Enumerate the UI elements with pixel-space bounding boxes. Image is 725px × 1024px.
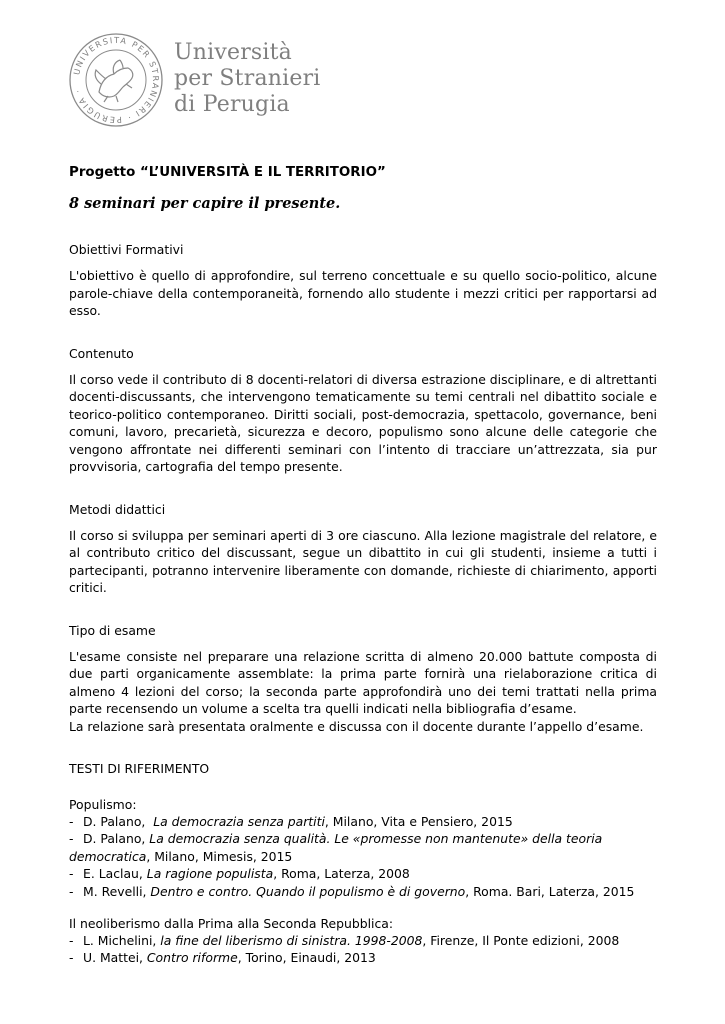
logo-line: per Stranieri bbox=[174, 66, 321, 91]
reference-item: - D. Palano, La democrazia senza partiti, Milano, Vita e Pensiero, 2015 bbox=[69, 814, 513, 829]
reference-list bbox=[69, 932, 657, 967]
reference-item: - U. Mattei, Contro riforme, Torino, Einaudi, 2013 bbox=[69, 950, 376, 966]
reference-group-title: Il neoliberismo dalla Prima alla Seconda Repubblica: bbox=[69, 916, 394, 932]
university-name bbox=[174, 40, 321, 118]
section-paragraph: La relazione sarà presentata oralmente e discussa con il docente durante l’appello d’esame. bbox=[69, 718, 644, 734]
section-paragraph: Il corso vede il contributo di 8 docenti-relatori di diversa estrazione disciplinare, e di altrettanti docenti-discussants, che intervengono tematicamente su temi centrali nel dibattito sociale e teorico-politico contemporaneo. Diritti sociali, post-democrazia, spettacolo, governance, beni comuni, lavoro, precarietà, sicurezza e decoro, populismo sono alcune delle categorie che vengono affrontate nei differenti seminari con l’intento di tracciare un’attrezzata, sia pur provvisoria, cartografia del tempo presente. bbox=[69, 371, 657, 474]
section-heading-obiettivi: Obiettivi Formativi bbox=[69, 242, 184, 257]
university-logo bbox=[68, 32, 321, 137]
reference-item: - D. Palano, La democrazia senza qualità. Le «promesse non mantenute» della teoria democratica, Milano, Mimesis, 2015 bbox=[69, 831, 603, 864]
university-seal-icon bbox=[68, 32, 164, 128]
document-body bbox=[69, 164, 657, 967]
section-paragraph: L'obiettivo è quello di approfondire, sul terreno concettuale e su quello socio-politico, alcune parole-chiave della contemporaneità, fornendo allo studente i mezzi critici per rapportarsi ad esso. bbox=[69, 268, 657, 318]
reference-group-title: Populismo: bbox=[69, 797, 137, 812]
section-paragraph: L'esame consiste nel preparare una relazione scritta di almeno 20.000 battute composta di due parti organicamente assemblate: la prima parte fornirà una rielaborazione critica di almeno 4 lezioni del corso; la seconda parte approfondirà uno dei temi trattati nella prima parte recensendo un volume a scelta tra quelli indicati nella bibliografia d’esame. bbox=[69, 648, 657, 716]
logo-line: Università bbox=[174, 40, 292, 65]
project-title: Progetto “L’UNIVERSITÀ E IL TERRITORIO” bbox=[69, 165, 386, 180]
svg-text:UNIVERSITA PER STRANIERI · PER bbox=[71, 35, 161, 125]
logo-line: di Perugia bbox=[174, 92, 290, 117]
document-subtitle: 8 seminari per capire il presente. bbox=[69, 195, 341, 212]
reference-list bbox=[69, 813, 657, 900]
references-heading: TESTI DI RIFERIMENTO bbox=[69, 761, 210, 776]
seal-text: UNIVERSITA PER STRANIERI · PERUGIA · bbox=[71, 34, 162, 126]
reference-item: - E. Laclau, La ragione populista, Roma, Laterza, 2008 bbox=[69, 866, 410, 882]
section-heading-esame: Tipo di esame bbox=[69, 622, 156, 638]
section-heading-contenuto: Contenuto bbox=[69, 345, 134, 361]
section-heading-metodi: Metodi didattici bbox=[69, 501, 166, 517]
section-paragraph: Il corso si sviluppa per seminari aperti di 3 ore ciascuno. Alla lezione magistrale del relatore, e al contributo critico del discussant, segue un dibattito in cui gli studenti, insieme a tutti i partecipanti, potranno intervenire liberamente con domande, richieste di chiarimento, apporti critici. bbox=[69, 527, 657, 595]
reference-item: - M. Revelli, Dentro e contro. Quando il populismo è di governo, Roma. Bari, Laterza, 2015 bbox=[69, 883, 635, 899]
reference-item: - L. Michelini, la fine del liberismo di sinistra. 1998-2008, Firenze, Il Ponte edizioni, 2008 bbox=[69, 933, 620, 949]
